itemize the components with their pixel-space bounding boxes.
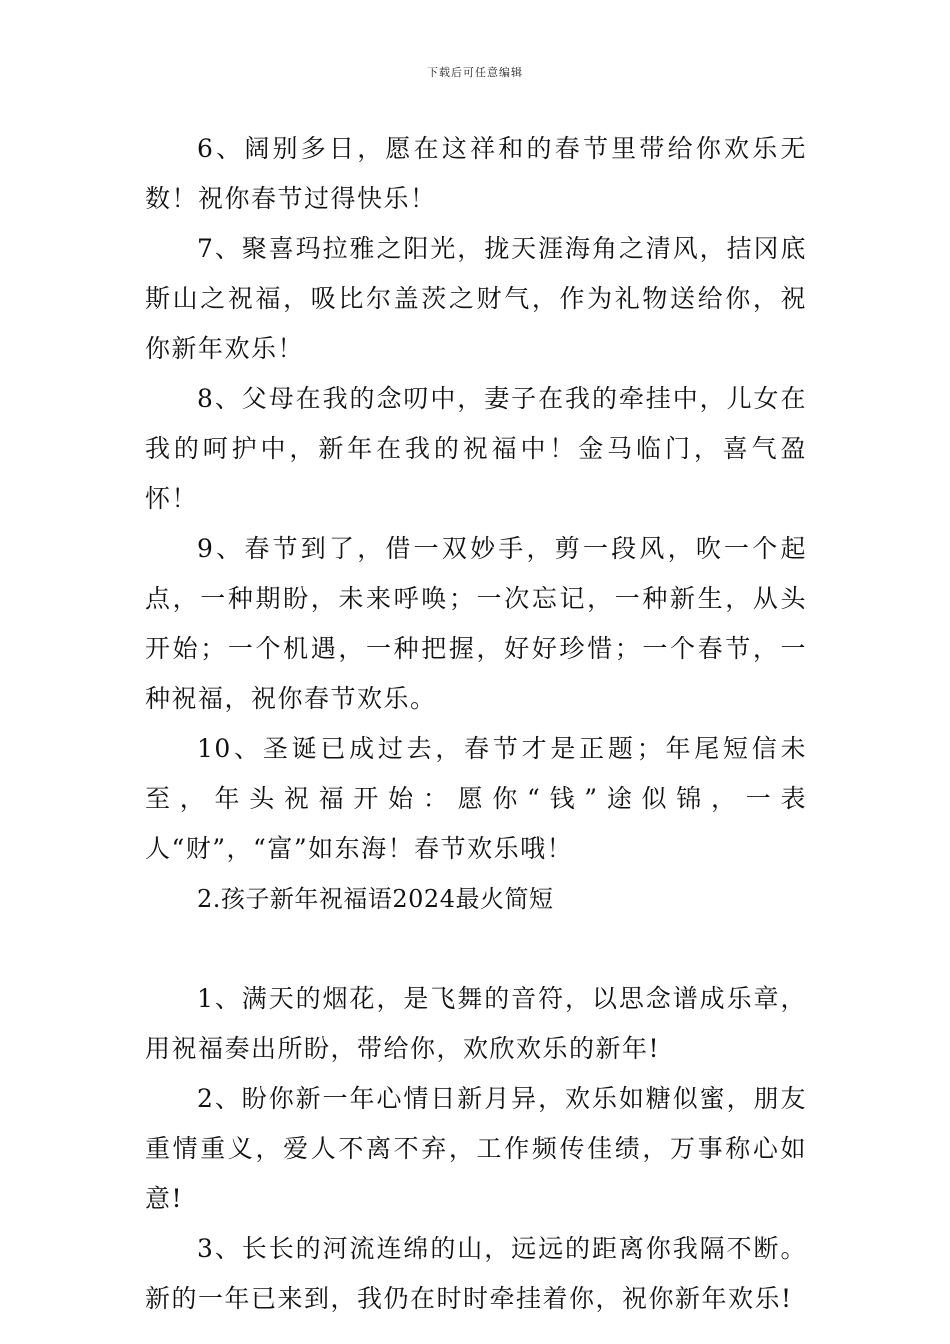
paragraph-8: 8、父母在我的念叨中，妻子在我的牵挂中，儿女在我的呵护中，新年在我的祝福中！金马临门，喜气盈怀！ [145, 384, 807, 513]
section-spacer [145, 924, 807, 974]
paragraph-10: 10、圣诞已成过去，春节才是正题；年尾短信未至，年头祝福开始：愿你“钱”途似锦，一表人“财”，“富”如东海！春节欢乐哦！ [145, 734, 807, 863]
paragraph-b3: 3、长长的河流连绵的山，远远的距离你我隔不断。新的一年已来到，我仍在时时牵挂着你，祝你新年欢乐! [145, 1234, 807, 1313]
document-body [145, 124, 807, 1324]
paragraph-9: 9、春节到了，借一双妙手，剪一段风，吹一个起点，一种期盼，未来呼唤；一次忘记，一种新生，从头开始；一个机遇，一种把握，好好珍惜；一个春节，一种祝福，祝你春节欢乐。 [145, 534, 807, 713]
paragraph-b1: 1、满天的烟花，是飞舞的音符，以思念谱成乐章，用祝福奏出所盼，带给你，欢欣欢乐的新年! [145, 984, 807, 1063]
page-header: 下载后可任意编辑 [427, 66, 523, 79]
paragraph-7: 7、聚喜玛拉雅之阳光，拢天涯海角之清风，拮冈底斯山之祝福，吸比尔盖茨之财气，作为礼物送给你，祝你新年欢乐！ [145, 234, 807, 363]
paragraph-6: 6、阔别多日，愿在这祥和的春节里带给你欢乐无数！祝你春节过得快乐！ [145, 134, 807, 213]
section-heading: 2.孩子新年祝福语2024最火简短 [197, 885, 554, 913]
paragraph-b2: 2、盼你新一年心情日新月异，欢乐如糖似蜜，朋友重情重义，爱人不离不弃，工作频传佳绩，万事称心如意! [145, 1084, 807, 1213]
